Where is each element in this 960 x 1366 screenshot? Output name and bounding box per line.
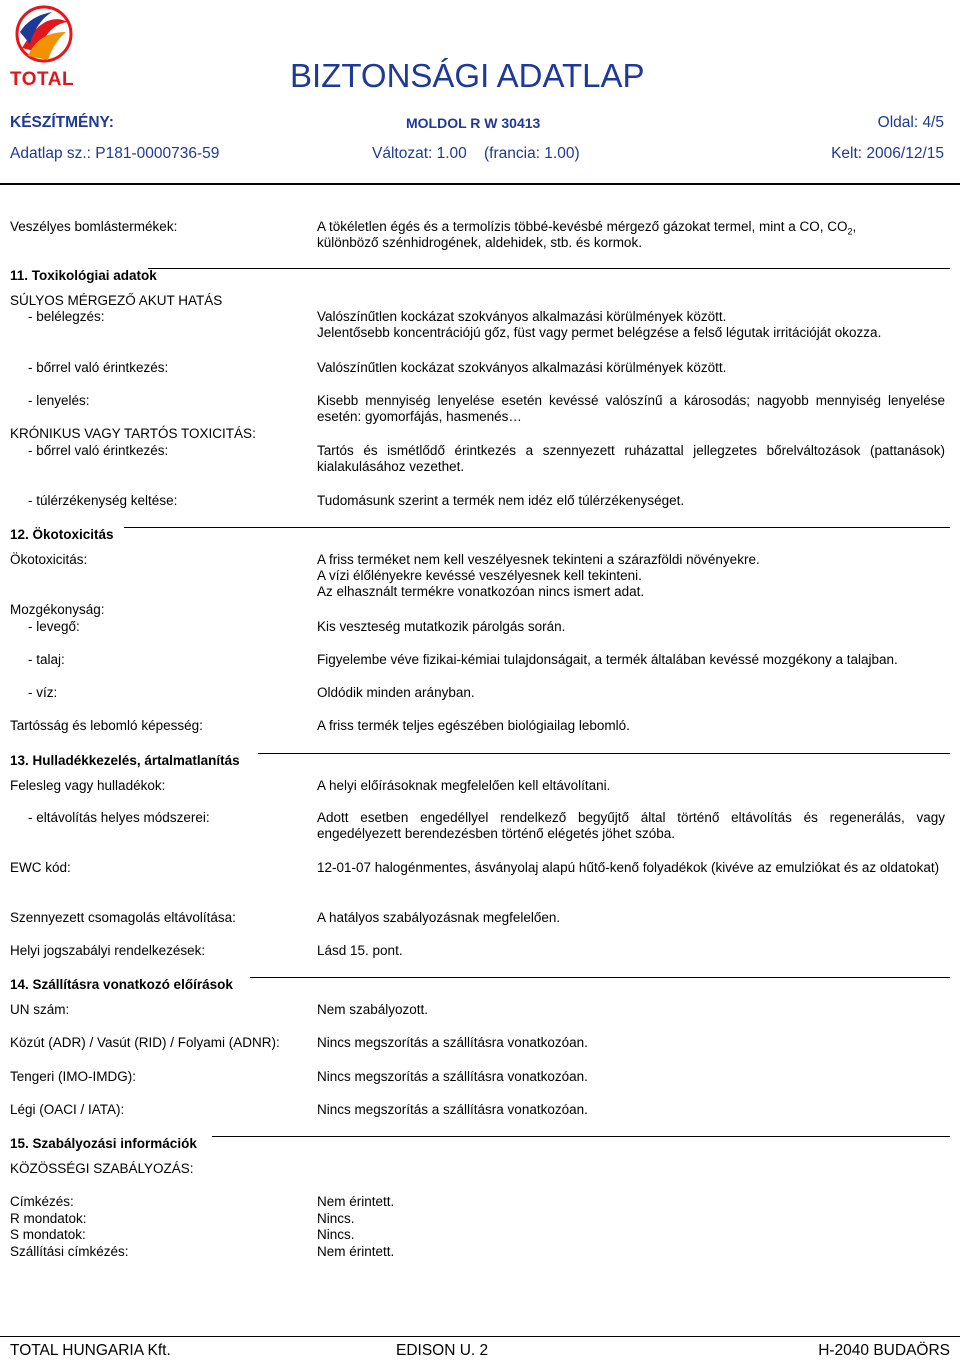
- sea-transport-value: Nincs megszorítás a szállításra vonatkozóan.: [317, 1069, 588, 1084]
- ingestion-value: Kisebb mennyiség lenyelése esetén kevéssé valószínű a károsodás; nagyobb mennyiség lenyelése esetén: gyomorfájás, hasmenés…: [317, 393, 945, 424]
- ecotoxicity-value: A friss terméket nem kell veszélyesnek tekinteni a szárazföldi növényekre. A vízi élőlényekre kevéssé veszélyesnek kell tekinteni. Az elhasznált termékre vonatkozóan nincs ismert adat.: [317, 552, 760, 599]
- skin-contact-label: - bőrrel való érintkezés:: [28, 360, 169, 375]
- air-transport-label: Légi (OACI / IATA):: [10, 1102, 125, 1117]
- footer-company: TOTAL HUNGARIA Kft.: [10, 1342, 171, 1359]
- chronic-toxicity-heading: KRÓNIKUS VAGY TARTÓS TOXICITÁS:: [10, 426, 256, 441]
- skin-contact-value: Valószínűtlen kockázat szokványos alkalmazási körülmények között.: [317, 360, 727, 375]
- air-transport-value: Nincs megszorítás a szállításra vonatkozóan.: [317, 1102, 588, 1117]
- sheet-number: Adatlap sz.: P181-0000736-59: [10, 145, 220, 162]
- transport-labelling-label: Szállítási címkézés:: [10, 1244, 129, 1259]
- labelling-value: Nem érintett.: [317, 1194, 395, 1209]
- soil-value: Figyelembe véve fizikai-kémiai tulajdonságait, a termék általában kevéssé mozgékony a talajban.: [317, 652, 898, 667]
- section-12-rule: [124, 527, 950, 528]
- version: Változat: 1.00 (francia: 1.00): [372, 145, 580, 162]
- product-name: MOLDOL R W 30413: [406, 115, 541, 131]
- disposal-methods-value: Adott esetben engedéllyel rendelkező begyűjtő által történő eltávolítás és regenerálás, vagy engedélyezett berendezésben történő elégetés jöhet szóba.: [317, 810, 945, 841]
- footer-divider: [0, 1336, 960, 1337]
- section-14-rule: [250, 977, 950, 978]
- section-15-heading: 15. Szabályozási információk: [10, 1136, 197, 1151]
- section-15-rule: [212, 1136, 950, 1137]
- r-phrases-label: R mondatok:: [10, 1211, 87, 1226]
- water-label: - víz:: [28, 685, 58, 700]
- s-phrases-label: S mondatok:: [10, 1227, 86, 1242]
- sensitization-label: - túlérzékenység keltése:: [28, 493, 178, 508]
- air-value: Kis veszteség mutatkozik párolgás során.: [317, 619, 566, 634]
- air-label: - levegő:: [28, 619, 80, 634]
- persistence-label: Tartósság és lebomló képesség:: [10, 718, 203, 733]
- un-number-label: UN szám:: [10, 1002, 70, 1017]
- sensitization-value: Tudomásunk szerint a termék nem idéz elő túlérzékenységet.: [317, 493, 685, 508]
- inhalation-value: Valószínűtlen kockázat szokványos alkalmazási körülmények között. Jelentősebb koncentrációjú gőz, füst vagy permet belégzése a felső légutak irritációját okozza.: [317, 309, 882, 340]
- chronic-skin-value: Tartós és ismétlődő érintkezés a szennyezett ruházattal jellegzetes bőrelváltozások (pattanások) kialakulásához vezethet.: [317, 443, 945, 474]
- packaging-label: Szennyezett csomagolás eltávolítása:: [10, 910, 236, 925]
- hazardous-decomposition-value: [317, 219, 945, 251]
- hazardous-decomposition-label: Veszélyes bomlástermékek:: [10, 219, 178, 234]
- r-phrases-value: Nincs.: [317, 1211, 355, 1226]
- header-divider: [0, 183, 960, 185]
- road-rail-value: Nincs megszorítás a szállításra vonatkozóan.: [317, 1035, 588, 1050]
- section-11-rule: [148, 268, 950, 269]
- waste-value: A helyi előírásoknak megfelelően kell eltávolítani.: [317, 778, 611, 793]
- hazardous-decomposition-line2: különböző szénhidrogének, aldehidek, stb. és kormok.: [317, 235, 642, 250]
- page-number: Oldal: 4/5: [877, 114, 944, 131]
- road-rail-label: Közút (ADR) / Vasút (RID) / Folyami (ADNR):: [10, 1035, 280, 1050]
- sea-transport-label: Tengeri (IMO-IMDG):: [10, 1069, 137, 1084]
- soil-label: - talaj:: [28, 652, 65, 667]
- chronic-skin-label: - bőrrel való érintkezés:: [28, 443, 169, 458]
- waste-label: Felesleg vagy hulladékok:: [10, 778, 166, 793]
- transport-labelling-value: Nem érintett.: [317, 1244, 395, 1259]
- footer-city: H-2040 BUDAÖRS: [818, 1342, 950, 1359]
- hazardous-decomposition-line1: A tökéletlen égés és a termolízis többé-kevésbé mérgező gázokat termel, mint a CO, $CO_2$,: [317, 219, 857, 237]
- persistence-value: A friss termék teljes egészében biológiailag lebomló.: [317, 718, 630, 733]
- s-phrases-value: Nincs.: [317, 1227, 355, 1242]
- section-13-heading: 13. Hulladékkezelés, ártalmatlanítás: [10, 753, 240, 768]
- preparation-label: KÉSZÍTMÉNY:: [10, 114, 114, 131]
- ewc-code-label: EWC kód:: [10, 860, 71, 875]
- mobility-label: Mozgékonyság:: [10, 602, 105, 617]
- document-title: BIZTONSÁGI ADATLAP: [290, 57, 645, 94]
- community-regulation-heading: KÖZÖSSÉGI SZABÁLYOZÁS:: [10, 1161, 194, 1176]
- section-13-rule: [258, 753, 950, 754]
- ingestion-label: - lenyelés:: [28, 393, 90, 408]
- labelling-label: Címkézés:: [10, 1194, 74, 1209]
- local-regulations-label: Helyi jogszabályi rendelkezések:: [10, 943, 206, 958]
- inhalation-label: - belélegzés:: [28, 309, 105, 324]
- water-value: Oldódik minden arányban.: [317, 685, 475, 700]
- ecotoxicity-label: Ökotoxicitás:: [10, 552, 88, 567]
- section-11-heading: 11. Toxikológiai adatok: [10, 268, 157, 283]
- total-logo: [8, 2, 80, 92]
- acute-toxicity-heading: SÚLYOS MÉRGEZŐ AKUT HATÁS: [10, 293, 223, 308]
- footer-street: EDISON U. 2: [396, 1342, 489, 1359]
- section-14-heading: 14. Szállításra vonatkozó előírások: [10, 977, 233, 992]
- disposal-methods-label: - eltávolítás helyes módszerei:: [28, 810, 210, 825]
- ewc-code-value: 12-01-07 halogénmentes, ásványolaj alapú hűtő-kenő folyadékok (kivéve az emulziókat és az oldatokat): [317, 860, 940, 875]
- un-number-value: Nem szabályozott.: [317, 1002, 429, 1017]
- section-12-heading: 12. Ökotoxicitás: [10, 527, 114, 542]
- logo-text: TOTAL: [10, 69, 75, 90]
- issue-date: Kelt: 2006/12/15: [831, 145, 944, 162]
- packaging-value: A hatályos szabályozásnak megfelelően.: [317, 910, 561, 925]
- local-regulations-value: Lásd 15. pont.: [317, 943, 403, 958]
